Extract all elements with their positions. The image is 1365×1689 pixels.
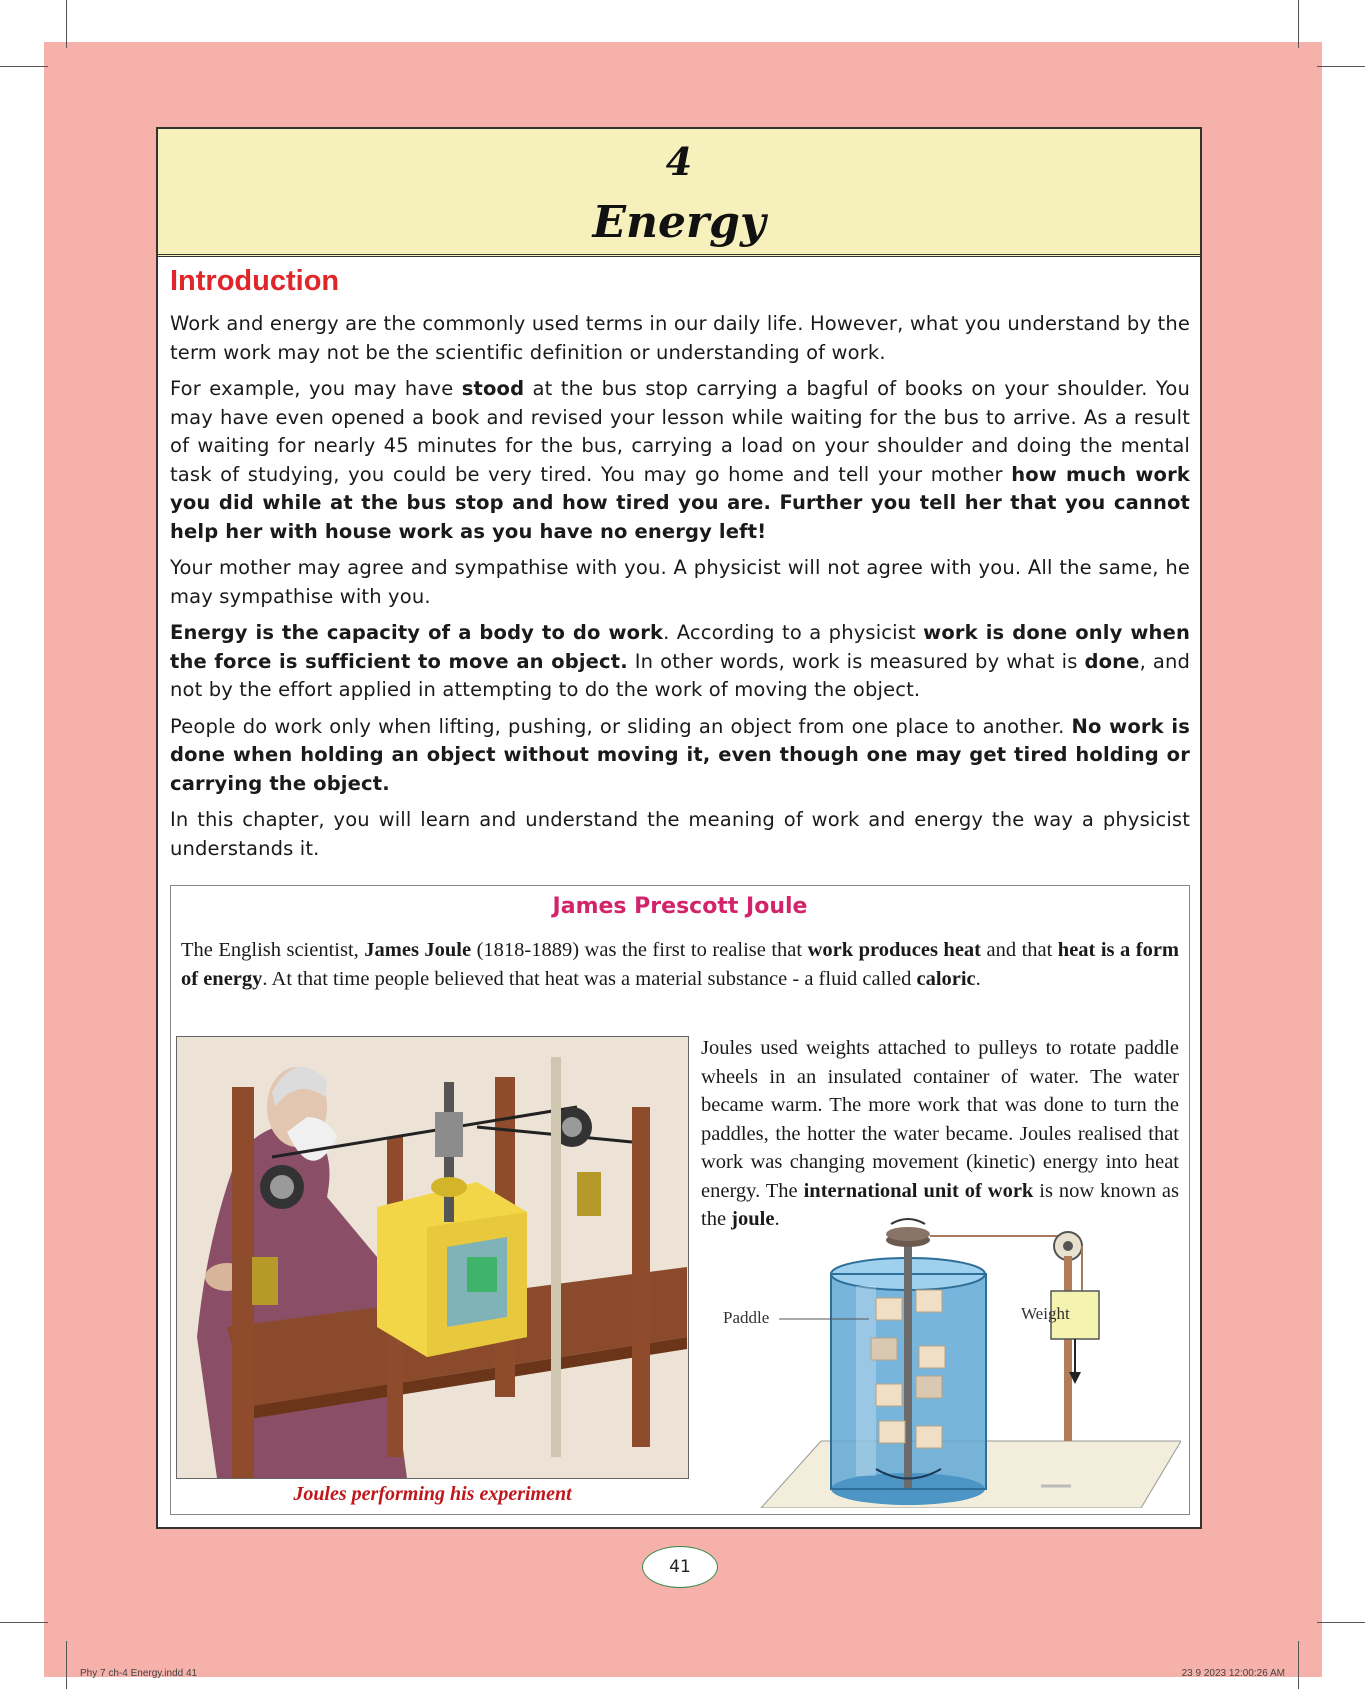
paragraph [170, 619, 1190, 705]
introduction-section [170, 265, 1190, 871]
crop-mark [66, 0, 67, 48]
bold-text: work produces heat [807, 939, 982, 961]
text: and that [981, 939, 1058, 961]
paragraph-text: Your mother may agree and sympathise with you. A physicist will not agree with you. All the same, he may sympathise with you. [170, 556, 1190, 608]
paragraph-text: People do work only when lifting, pushing, or sliding an object from one place to another. [170, 714, 1072, 738]
paddle-wheel-drawing [701, 1216, 1181, 1508]
section-heading: Introduction [170, 265, 340, 297]
text: Joules used weights attached to pulleys to rotate paddle wheels in an insulated container of water. The water became warm. The more work that was done to turn the paddles, the hotter the water became. Joules realised that work was changing movement (kinetic) energy into heat energy. The [701, 1037, 1179, 1202]
paragraph [170, 713, 1190, 799]
joule-experiment-text [701, 1034, 1179, 1234]
joule-illustration-drawing [177, 1037, 688, 1478]
paragraph-text: In other words, work is measured by what is [627, 649, 1085, 673]
paragraph [170, 375, 1190, 546]
bold-text: how much work you did while at the bus stop and how tired you are. Further you tell her that you cannot help her with house work as you have no energy left! [170, 462, 1190, 543]
paddle-label: Paddle [723, 1308, 770, 1327]
paragraph-text: In this chapter, you will learn and understand the meaning of work and energy the way a physicist understands it. [170, 808, 1190, 860]
crop-mark [1317, 66, 1365, 67]
slug-right: 23 9 2023 12:00:26 AM [1181, 1668, 1285, 1679]
text: (1818-1889) was the first to realise that [471, 939, 808, 961]
paragraph-text: . According to a physicist [663, 621, 924, 644]
joule-heading: James Prescott Joule [552, 894, 808, 919]
bold-text: James Joule [364, 939, 472, 961]
text: . At that time people believed that heat was a material substance - a fluid called [262, 967, 917, 990]
bold-text: international unit of work [803, 1179, 1034, 1202]
crop-mark [66, 1641, 67, 1689]
paragraph-text: Work and energy are the commonly used terms in our daily life. However, what you understand by the term work may not be the scientific definition or understanding of work. [170, 312, 1190, 364]
paragraph-text: , and not by the effort applied in attempting to do the work of moving the object. [170, 649, 1190, 701]
bold-text: done [1084, 649, 1140, 673]
bold-text: Energy is the capacity of a body to do work [170, 621, 664, 644]
joule-info-box [170, 885, 1190, 1515]
bold-text: stood [461, 377, 525, 400]
crop-mark [0, 66, 48, 67]
paragraph-text: For example, you may have [170, 377, 462, 400]
crop-mark [1298, 0, 1299, 48]
paragraph [170, 554, 1190, 611]
chapter-title: Energy [592, 197, 766, 248]
slug-left: Phy 7 ch-4 Energy.indd 41 [80, 1668, 198, 1679]
paragraph [170, 310, 1190, 367]
text: . [774, 1208, 780, 1230]
joule-experiment-illustration [176, 1036, 689, 1479]
page-number: 41 [642, 1546, 718, 1588]
bold-text: caloric [916, 967, 976, 990]
illustration-caption: Joules performing his experiment [293, 1483, 572, 1505]
weight-label: Weight [1021, 1304, 1070, 1323]
chapter-title-box [158, 129, 1200, 257]
crop-mark [0, 1622, 48, 1623]
bold-text: heat is a form of energy [181, 939, 1179, 990]
paddle-wheel-diagram [701, 1216, 1181, 1508]
text: is now known as the [701, 1179, 1179, 1230]
chapter-page [156, 127, 1202, 1529]
bold-text: work is done only when the force is sufficient to move an object. [170, 621, 1190, 673]
bold-text: joule [731, 1208, 775, 1230]
paragraph-text: at the bus stop carrying a bagful of books on your shoulder. You may have even opened a book and revised your lesson while waiting for the bus to arrive. As a result of waiting for nearly 45 minutes for the bus, carrying a load on your shoulder and doing the mental task of studying, you could be very tired. You may go home and tell your mother [170, 377, 1190, 486]
text: The English scientist, [181, 939, 365, 961]
bold-text: No work is done when holding an object without moving it, even though one may get tired holding or carrying the object. [170, 714, 1190, 795]
crop-mark [1317, 1622, 1365, 1623]
paragraph [170, 806, 1190, 863]
text: . [975, 967, 981, 990]
chapter-number: 4 [665, 139, 693, 184]
crop-mark [1298, 1641, 1299, 1689]
joule-intro-text [181, 936, 1179, 993]
